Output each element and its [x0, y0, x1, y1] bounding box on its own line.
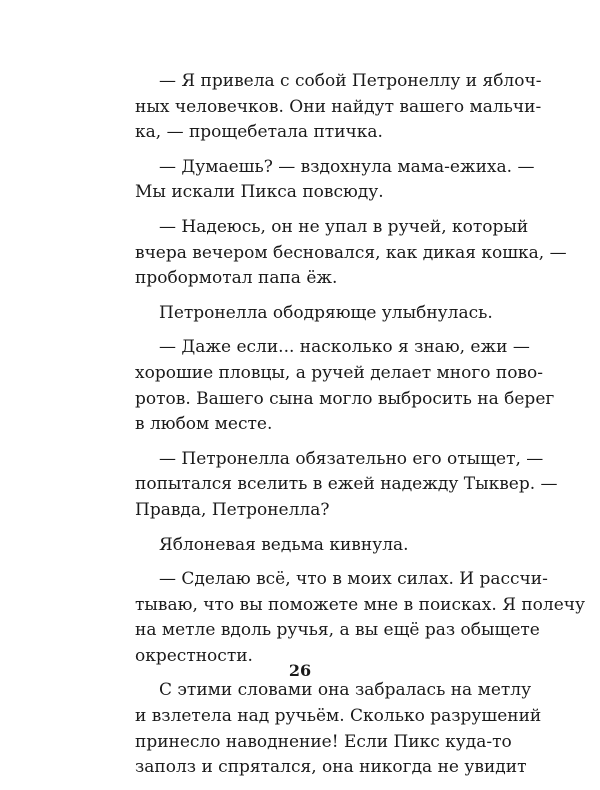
body-text — [135, 69, 585, 790]
text-line: и взлетела над ручьём. Сколько разрушений — [135, 706, 542, 727]
text-line: тываю, что вы поможете мне в поисках. Я полечу — [135, 594, 585, 615]
text-line: заполз и спрятался, она никогда не увидит — [135, 757, 527, 778]
text-line: в любом месте. — [135, 414, 273, 435]
text-line: вчера вечером бесновался, как дикая кошка, — — [135, 242, 567, 263]
text-line: ротов. Вашего сына могло выбросить на берег — [135, 388, 555, 409]
text-line: хорошие пловцы, а ручей делает много пово- — [135, 362, 543, 383]
text-line: на метле вдоль ручья, а вы ещё раз обыщете — [135, 620, 540, 641]
paragraph — [135, 678, 542, 780]
text-line: принесло наводнение! Если Пикс куда-то — [135, 731, 512, 752]
text-line: Яблоневая ведьма кивнула. — [159, 534, 409, 555]
text-line: — Петронелла обязательно его отыщет, — — [159, 448, 544, 469]
paragraph — [135, 533, 475, 559]
text-line: — Надеюсь, он не упал в ручей, который — [159, 216, 529, 237]
paragraph — [135, 447, 558, 524]
paragraph — [135, 301, 493, 327]
text-line: Петронелла ободряюще улыбнулась. — [159, 302, 493, 323]
paragraph — [135, 69, 542, 146]
paragraph — [135, 567, 585, 669]
text-line: ных человечков. Они найдут вашего мальчи- — [135, 96, 542, 117]
text-line: попытался вселить в ежей надежду Тыквер. — — [135, 474, 558, 495]
text-line: — Сделаю всё, что в моих силах. И рассчи- — [159, 569, 548, 590]
text-line: — Думаешь? — вздохнула мама-ежиха. — — [159, 156, 535, 177]
text-line: С этими словами она забралась на метлу — [159, 680, 532, 701]
text-line: — Я привела с собой Петронеллу и яблоч- — [159, 71, 542, 91]
page-number: 26 — [288, 661, 312, 680]
text-line: ка, — прощебетала птичка. — [135, 122, 383, 143]
paragraph — [135, 335, 555, 437]
paragraph — [135, 155, 535, 206]
text-line: окрестности. — [135, 645, 253, 666]
text-line: Мы искали Пикса повсюду. — [135, 182, 384, 203]
text-line: Правда, Петронелла? — [135, 499, 330, 520]
text-line: пробормотал папа ёж. — [135, 268, 338, 289]
paragraph — [135, 215, 567, 292]
text-line: — Даже если... насколько я знаю, ежи — — [159, 337, 530, 358]
